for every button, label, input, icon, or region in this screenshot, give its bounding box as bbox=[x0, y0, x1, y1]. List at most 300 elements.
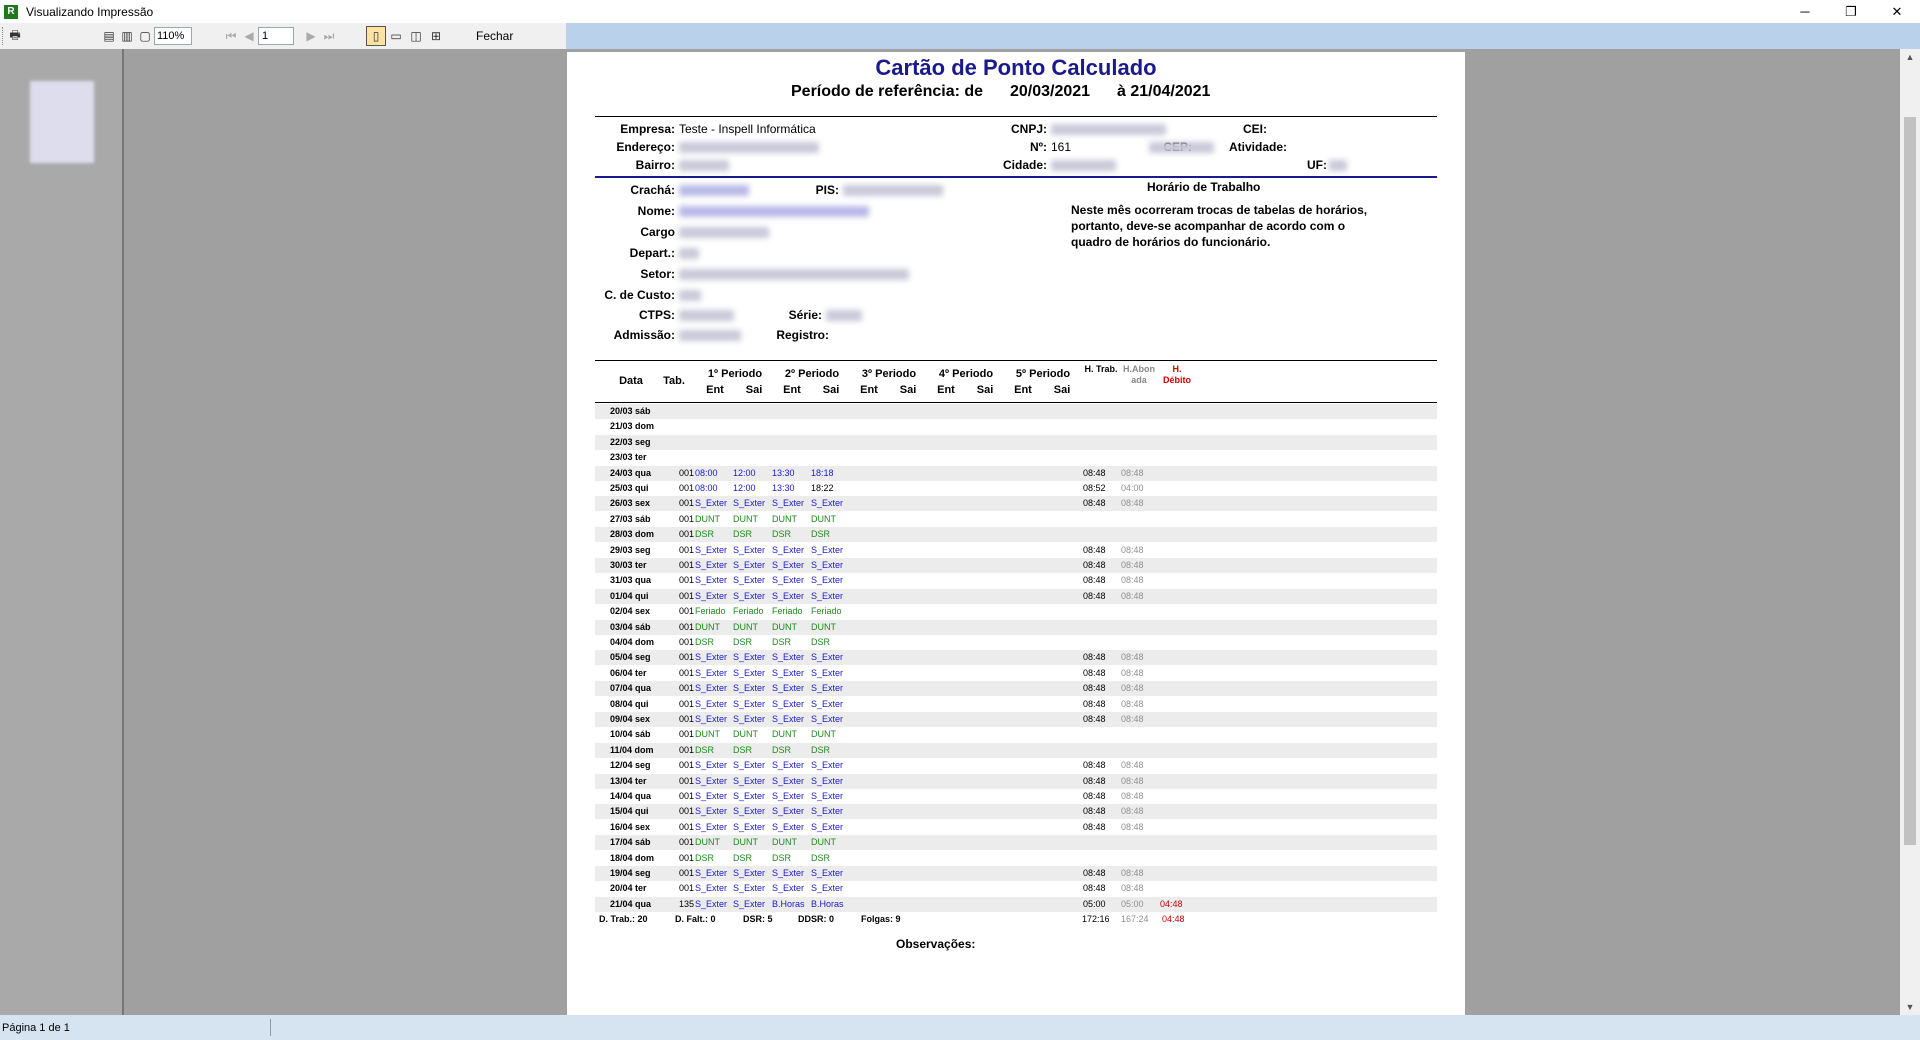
row-date: 28/03 dom bbox=[610, 529, 655, 540]
row-tab: 001 bbox=[679, 544, 695, 555]
period-start: 20/03/2021 bbox=[1010, 83, 1091, 100]
total-dtrab: D. Trab.: 20 bbox=[599, 914, 648, 924]
row-htrab: 08:48 bbox=[1083, 806, 1106, 817]
row-period-cell: S_Exter bbox=[733, 806, 766, 817]
row-tab: 001 bbox=[679, 513, 695, 524]
single-page-view-icon[interactable]: ▯ bbox=[366, 26, 386, 46]
table-row bbox=[595, 666, 1437, 681]
table-row bbox=[595, 496, 1437, 511]
row-period-cell: S_Exter bbox=[772, 575, 805, 586]
row-period-cell: S_Exter bbox=[733, 821, 766, 832]
row-period-cell: S_Exter bbox=[733, 544, 766, 555]
row-period-cell: 18:22 bbox=[811, 483, 834, 493]
col-header-p4: 4º Periodo bbox=[938, 368, 994, 380]
row-htrab: 08:48 bbox=[1083, 544, 1106, 555]
row-date: 06/04 ter bbox=[610, 667, 647, 678]
row-period-cell: S_Exter bbox=[811, 544, 844, 555]
multi-page-view-icon[interactable]: ⊞ bbox=[430, 29, 442, 43]
minimize-button[interactable]: ─ bbox=[1800, 4, 1810, 19]
page-info: Página 1 de 1 bbox=[2, 1021, 70, 1034]
row-period-cell: DSR bbox=[772, 637, 792, 647]
redacted-value bbox=[679, 160, 729, 171]
row-date: 21/03 dom bbox=[610, 421, 655, 432]
table-row bbox=[595, 543, 1437, 558]
row-period-cell: DSR bbox=[811, 852, 831, 863]
row-period-cell: S_Exter bbox=[811, 698, 844, 709]
row-htrab: 08:48 bbox=[1083, 883, 1106, 894]
row-date: 31/03 qua bbox=[610, 575, 652, 586]
page-thumbnail[interactable] bbox=[30, 81, 94, 163]
row-period-cell: S_Exter bbox=[733, 590, 766, 601]
window-titlebar bbox=[0, 0, 1920, 23]
redacted-value bbox=[679, 290, 701, 301]
row-period-cell: S_Exter bbox=[733, 868, 766, 878]
bairro-label: Bairro: bbox=[635, 158, 675, 172]
row-date: 20/04 ter bbox=[610, 883, 647, 894]
row-tab: 001 bbox=[679, 560, 695, 570]
row-period-cell: S_Exter bbox=[772, 590, 805, 601]
row-tab: 001 bbox=[679, 744, 695, 755]
row-tab: 001 bbox=[679, 698, 695, 709]
redacted-value bbox=[679, 269, 909, 280]
table-row bbox=[595, 881, 1437, 896]
row-period-cell: S_Exter bbox=[733, 498, 766, 509]
row-htrab: 08:48 bbox=[1083, 667, 1106, 678]
pis-label: PIS: bbox=[815, 183, 839, 197]
row-period-cell: DSR bbox=[695, 637, 715, 647]
row-period-cell: DUNT bbox=[811, 621, 836, 632]
row-habon: 08:48 bbox=[1121, 714, 1144, 724]
table-row bbox=[595, 435, 1437, 450]
table-row bbox=[595, 604, 1437, 619]
row-htrab: 08:48 bbox=[1083, 498, 1106, 509]
row-period-cell: S_Exter bbox=[695, 667, 728, 678]
table-row bbox=[595, 419, 1437, 434]
row-tab: 001 bbox=[679, 683, 695, 694]
row-period-cell: S_Exter bbox=[811, 590, 844, 601]
row-date: 30/03 ter bbox=[610, 560, 647, 570]
row-period-cell: Feriado bbox=[811, 606, 842, 617]
table-row bbox=[595, 573, 1437, 588]
scroll-down-icon[interactable]: ▼ bbox=[1905, 1002, 1915, 1012]
row-habon: 08:48 bbox=[1121, 667, 1144, 678]
row-period-cell: S_Exter bbox=[772, 821, 805, 832]
col-header-habon-2: ada bbox=[1131, 375, 1147, 385]
row-period-cell: S_Exter bbox=[772, 698, 805, 709]
row-period-cell: S_Exter bbox=[733, 898, 766, 909]
row-period-cell: DSR bbox=[811, 637, 831, 647]
row-period-cell: DUNT bbox=[733, 513, 758, 524]
row-period-cell: 13:30 bbox=[772, 483, 795, 493]
col-header-sai: Sai bbox=[899, 384, 917, 396]
total-dsr: DSR: 5 bbox=[743, 914, 773, 924]
row-habon: 08:48 bbox=[1121, 683, 1144, 694]
row-period-cell: DSR bbox=[772, 529, 792, 540]
redacted-value bbox=[843, 185, 943, 196]
row-period-cell: DUNT bbox=[695, 837, 720, 848]
row-date: 16/04 sex bbox=[610, 821, 651, 832]
row-date: 15/04 qui bbox=[610, 806, 649, 817]
table-row bbox=[595, 697, 1437, 712]
row-habon: 04:00 bbox=[1121, 483, 1144, 493]
col-header-htrab: H. Trab. bbox=[1084, 364, 1118, 374]
table-row bbox=[595, 774, 1437, 789]
row-period-cell: DUNT bbox=[772, 837, 797, 848]
row-period-cell: DSR bbox=[733, 529, 753, 540]
row-hdeb: 04:48 bbox=[1160, 898, 1183, 909]
table-row bbox=[595, 512, 1437, 527]
col-header-p1: 1º Periodo bbox=[707, 368, 763, 380]
row-htrab: 08:48 bbox=[1083, 590, 1106, 601]
row-date: 21/04 qua bbox=[610, 898, 652, 909]
col-header-sai: Sai bbox=[976, 384, 994, 396]
col-header-ent: Ent bbox=[783, 384, 801, 396]
row-date: 12/04 seg bbox=[610, 760, 651, 771]
row-date: 09/04 sex bbox=[610, 714, 651, 724]
row-period-cell: S_Exter bbox=[695, 652, 728, 663]
row-period-cell: S_Exter bbox=[733, 775, 766, 786]
numero-label: Nº: bbox=[1029, 140, 1047, 154]
row-period-cell: DUNT bbox=[772, 513, 797, 524]
scroll-up-icon[interactable]: ▲ bbox=[1905, 52, 1915, 62]
registro-label: Registro: bbox=[776, 328, 829, 342]
table-row bbox=[595, 635, 1437, 650]
table-row bbox=[595, 727, 1437, 742]
col-header-ent: Ent bbox=[706, 384, 724, 396]
ccusto-label: C. de Custo: bbox=[604, 288, 675, 302]
row-period-cell: DSR bbox=[733, 852, 753, 863]
row-period-cell: S_Exter bbox=[695, 775, 728, 786]
row-habon: 08:48 bbox=[1121, 575, 1144, 586]
zoom-level-field[interactable]: 110% bbox=[154, 27, 192, 45]
row-period-cell: S_Exter bbox=[811, 714, 844, 724]
col-header-sai: Sai bbox=[1053, 384, 1071, 396]
row-period-cell: DSR bbox=[772, 852, 792, 863]
table-row bbox=[595, 758, 1437, 773]
row-period-cell: S_Exter bbox=[695, 590, 728, 601]
row-period-cell: S_Exter bbox=[811, 575, 844, 586]
row-period-cell: DSR bbox=[695, 852, 715, 863]
first-page-icon[interactable]: ⏮ bbox=[225, 28, 237, 43]
row-period-cell: S_Exter bbox=[695, 498, 728, 509]
scrollbar-thumb[interactable] bbox=[1904, 117, 1916, 845]
total-dfalt: D. Falt.: 0 bbox=[675, 914, 716, 924]
row-period-cell: B.Horas bbox=[772, 898, 805, 909]
row-period-cell: S_Exter bbox=[811, 775, 844, 786]
setor-label: Setor: bbox=[640, 267, 675, 281]
row-period-cell: 12:00 bbox=[733, 483, 756, 493]
row-tab: 001 bbox=[679, 760, 695, 771]
continuous-view-icon[interactable]: ▭ bbox=[390, 29, 402, 43]
schedule-note: Neste mês ocorreram trocas de tabelas de horários, portanto, deve-se acompanhar de acordo com o quadro de horários do funcionário. bbox=[1071, 203, 1368, 249]
serie-label: Série: bbox=[788, 308, 822, 322]
row-tab: 001 bbox=[679, 791, 695, 801]
window-controls bbox=[1782, 0, 1920, 23]
row-date: 04/04 dom bbox=[610, 637, 655, 647]
redacted-value bbox=[1329, 160, 1347, 171]
page-number-input[interactable] bbox=[258, 27, 294, 45]
col-header-habon: H.Abon bbox=[1123, 364, 1155, 374]
window-title: Visualizando Impressão bbox=[26, 4, 154, 19]
row-period-cell: S_Exter bbox=[695, 683, 728, 694]
status-bar bbox=[0, 1015, 1920, 1040]
total-folgas: Folgas: 9 bbox=[861, 914, 901, 924]
row-period-cell: DSR bbox=[772, 744, 792, 755]
row-habon: 08:48 bbox=[1121, 806, 1144, 817]
table-row bbox=[595, 650, 1437, 665]
whole-page-icon[interactable]: ▢ bbox=[139, 29, 151, 43]
row-htrab: 08:48 bbox=[1083, 683, 1106, 694]
row-date: 19/04 seg bbox=[610, 868, 651, 878]
redacted-value bbox=[1149, 142, 1214, 153]
row-period-cell: S_Exter bbox=[733, 667, 766, 678]
row-tab: 001 bbox=[679, 852, 695, 863]
row-habon: 08:48 bbox=[1121, 544, 1144, 555]
row-period-cell: S_Exter bbox=[695, 868, 728, 878]
row-period-cell: DSR bbox=[811, 529, 831, 540]
row-period-cell: S_Exter bbox=[695, 575, 728, 586]
row-tab: 001 bbox=[679, 637, 695, 647]
row-tab: 001 bbox=[679, 883, 695, 894]
row-date: 08/04 qui bbox=[610, 698, 649, 709]
row-period-cell: 08:00 bbox=[695, 483, 718, 493]
app-icon: R bbox=[4, 5, 18, 19]
cidade-label: Cidade: bbox=[1002, 158, 1047, 172]
two-pages-icon[interactable]: ▥ bbox=[121, 29, 133, 43]
row-period-cell: S_Exter bbox=[772, 760, 805, 771]
thumbnail-pane bbox=[0, 49, 124, 1015]
restore-button[interactable]: ❐ bbox=[1845, 3, 1857, 19]
horario-title: Horário de Trabalho bbox=[1147, 180, 1261, 194]
row-period-cell: S_Exter bbox=[772, 883, 805, 894]
row-period-cell: S_Exter bbox=[733, 883, 766, 894]
row-date: 01/04 qui bbox=[610, 590, 649, 601]
row-period-cell: S_Exter bbox=[811, 791, 844, 801]
table-row bbox=[595, 712, 1437, 727]
row-period-cell: DUNT bbox=[772, 621, 797, 632]
table-row bbox=[595, 404, 1437, 419]
row-date: 02/04 sex bbox=[610, 606, 651, 617]
row-period-cell: DUNT bbox=[811, 513, 836, 524]
row-date: 27/03 sáb bbox=[610, 513, 651, 524]
row-tab: 001 bbox=[679, 529, 695, 540]
row-period-cell: S_Exter bbox=[733, 683, 766, 694]
row-htrab: 08:48 bbox=[1083, 714, 1106, 724]
row-period-cell: S_Exter bbox=[695, 883, 728, 894]
col-header-p5: 5º Periodo bbox=[1015, 368, 1071, 380]
row-habon: 08:48 bbox=[1121, 868, 1144, 878]
row-period-cell: DUNT bbox=[811, 729, 836, 740]
row-period-cell: S_Exter bbox=[811, 498, 844, 509]
row-tab: 001 bbox=[679, 837, 695, 848]
row-period-cell: B.Horas bbox=[811, 898, 844, 909]
last-page-icon[interactable]: ⏭ bbox=[323, 28, 335, 43]
divider bbox=[595, 176, 1437, 178]
row-period-cell: S_Exter bbox=[733, 714, 766, 724]
row-period-cell: S_Exter bbox=[811, 821, 844, 832]
row-date: 18/04 dom bbox=[610, 852, 655, 863]
row-period-cell: S_Exter bbox=[772, 683, 805, 694]
row-habon: 08:48 bbox=[1121, 775, 1144, 786]
row-period-cell: S_Exter bbox=[695, 714, 728, 724]
next-page-icon[interactable]: ▶ bbox=[306, 29, 316, 43]
row-tab: 001 bbox=[679, 575, 695, 586]
row-date: 03/04 sáb bbox=[610, 621, 651, 632]
col-header-ent: Ent bbox=[937, 384, 955, 396]
row-period-cell: S_Exter bbox=[811, 806, 844, 817]
row-htrab: 08:48 bbox=[1083, 868, 1106, 878]
row-date: 25/03 qui bbox=[610, 483, 649, 493]
total-habon: 167:24 bbox=[1121, 914, 1149, 924]
cracha-label: Crachá: bbox=[630, 183, 675, 197]
col-header-sai: Sai bbox=[822, 384, 840, 396]
row-period-cell: S_Exter bbox=[811, 868, 844, 878]
table-row bbox=[595, 450, 1437, 465]
col-header-tab: Tab. bbox=[663, 375, 685, 387]
row-period-cell: S_Exter bbox=[772, 560, 805, 570]
row-period-cell: DUNT bbox=[733, 837, 758, 848]
redacted-value bbox=[826, 310, 862, 321]
row-period-cell: S_Exter bbox=[772, 775, 805, 786]
observacoes-label: Observações: bbox=[896, 937, 976, 951]
row-period-cell: DUNT bbox=[695, 729, 720, 740]
row-date: 11/04 dom bbox=[610, 744, 654, 755]
row-date: 14/04 qua bbox=[610, 791, 652, 801]
row-habon: 08:48 bbox=[1121, 883, 1144, 894]
row-period-cell: DSR bbox=[695, 529, 715, 540]
divider bbox=[595, 402, 1437, 403]
row-date: 23/03 ter bbox=[610, 452, 647, 463]
page-width-icon[interactable]: ▤ bbox=[103, 29, 115, 43]
table-row bbox=[595, 835, 1437, 850]
row-period-cell: S_Exter bbox=[695, 791, 728, 801]
row-tab: 001 bbox=[679, 714, 695, 724]
row-tab: 001 bbox=[679, 729, 695, 740]
vertical-scrollbar[interactable] bbox=[1900, 49, 1920, 1015]
row-htrab: 08:48 bbox=[1083, 467, 1106, 478]
divider bbox=[595, 116, 1437, 117]
row-tab: 001 bbox=[679, 621, 695, 632]
row-habon: 08:48 bbox=[1121, 498, 1144, 509]
row-period-cell: S_Exter bbox=[733, 575, 766, 586]
row-period-cell: 13:30 bbox=[772, 467, 795, 478]
row-date: 10/04 sáb bbox=[610, 729, 651, 740]
row-period-cell: DSR bbox=[733, 637, 753, 647]
table-row bbox=[595, 681, 1437, 696]
table-row bbox=[595, 866, 1437, 881]
row-date: 26/03 sex bbox=[610, 498, 651, 509]
table-row bbox=[595, 481, 1437, 496]
total-ddsr: DDSR: 0 bbox=[798, 914, 835, 924]
row-habon: 08:48 bbox=[1121, 560, 1144, 570]
row-period-cell: S_Exter bbox=[772, 667, 805, 678]
report-title: Cartão de Ponto Calculado bbox=[875, 55, 1157, 80]
period-label: Período de referência: de bbox=[791, 83, 984, 100]
row-period-cell: DSR bbox=[733, 744, 753, 755]
fechar-button[interactable]: Fechar bbox=[476, 29, 514, 43]
table-row bbox=[595, 743, 1437, 758]
atividade-label: Atividade: bbox=[1228, 140, 1287, 154]
row-period-cell: S_Exter bbox=[772, 544, 805, 555]
col-header-data: Data bbox=[619, 375, 643, 387]
print-icon[interactable]: 🖶 bbox=[9, 27, 21, 42]
row-habon: 08:48 bbox=[1121, 821, 1144, 832]
table-row bbox=[595, 527, 1437, 542]
col-header-ent: Ent bbox=[1014, 384, 1032, 396]
row-habon: 05:00 bbox=[1121, 898, 1144, 909]
facing-pages-icon[interactable]: ◫ bbox=[410, 29, 422, 43]
empresa-label: Empresa: bbox=[620, 122, 675, 136]
row-period-cell: S_Exter bbox=[695, 806, 728, 817]
row-period-cell: S_Exter bbox=[695, 898, 728, 909]
row-period-cell: 08:00 bbox=[695, 467, 718, 478]
row-period-cell: S_Exter bbox=[811, 883, 844, 894]
row-period-cell: S_Exter bbox=[733, 760, 766, 771]
row-period-cell: S_Exter bbox=[733, 652, 766, 663]
table-row bbox=[595, 558, 1437, 573]
row-habon: 08:48 bbox=[1121, 698, 1144, 709]
admissao-label: Admissão: bbox=[613, 328, 675, 342]
redacted-value bbox=[1051, 124, 1166, 135]
row-period-cell: Feriado bbox=[695, 606, 726, 617]
row-period-cell: S_Exter bbox=[772, 498, 805, 509]
row-period-cell: S_Exter bbox=[733, 698, 766, 709]
nome-label: Nome: bbox=[637, 204, 675, 218]
row-period-cell: Feriado bbox=[772, 606, 803, 617]
cnpj-label: CNPJ: bbox=[1010, 122, 1047, 136]
col-header-p2: 2º Periodo bbox=[784, 368, 840, 380]
prev-page-icon[interactable]: ◀ bbox=[244, 29, 254, 43]
table-row bbox=[595, 804, 1437, 819]
row-tab: 001 bbox=[679, 667, 695, 678]
row-period-cell: Feriado bbox=[733, 606, 764, 617]
cei-label: CEI: bbox=[1243, 122, 1267, 136]
col-header-sai: Sai bbox=[745, 384, 763, 396]
row-period-cell: S_Exter bbox=[772, 791, 805, 801]
ctps-label: CTPS: bbox=[639, 308, 675, 322]
total-hdeb: 04:48 bbox=[1162, 914, 1185, 924]
row-period-cell: DUNT bbox=[811, 837, 836, 848]
row-period-cell: S_Exter bbox=[811, 560, 844, 570]
col-header-p3: 3º Periodo bbox=[861, 368, 917, 380]
row-tab: 001 bbox=[679, 606, 695, 617]
row-period-cell: DUNT bbox=[695, 621, 720, 632]
numero-value: 161 bbox=[1051, 140, 1072, 154]
redacted-value bbox=[679, 185, 749, 196]
row-habon: 08:48 bbox=[1121, 760, 1144, 771]
table-row bbox=[595, 851, 1437, 866]
row-period-cell: DSR bbox=[695, 744, 715, 755]
row-tab: 001 bbox=[679, 483, 695, 493]
cargo-label: Cargo bbox=[640, 225, 675, 239]
row-date: 07/04 qua bbox=[610, 683, 652, 694]
row-period-cell: 12:00 bbox=[733, 467, 756, 478]
close-window-button[interactable]: ✕ bbox=[1891, 3, 1903, 19]
uf-label: UF: bbox=[1307, 158, 1327, 172]
row-period-cell: S_Exter bbox=[811, 652, 844, 663]
row-htrab: 08:48 bbox=[1083, 575, 1106, 586]
redacted-value bbox=[679, 142, 819, 153]
divider bbox=[595, 360, 1437, 361]
row-period-cell: S_Exter bbox=[772, 806, 805, 817]
empresa-value: Teste - Inspell Informática bbox=[679, 122, 816, 136]
row-date: 29/03 seg bbox=[610, 544, 651, 555]
row-period-cell: S_Exter bbox=[695, 560, 728, 570]
row-period-cell: S_Exter bbox=[772, 714, 805, 724]
table-row bbox=[595, 589, 1437, 604]
redacted-value bbox=[679, 206, 869, 217]
table-row bbox=[595, 820, 1437, 835]
